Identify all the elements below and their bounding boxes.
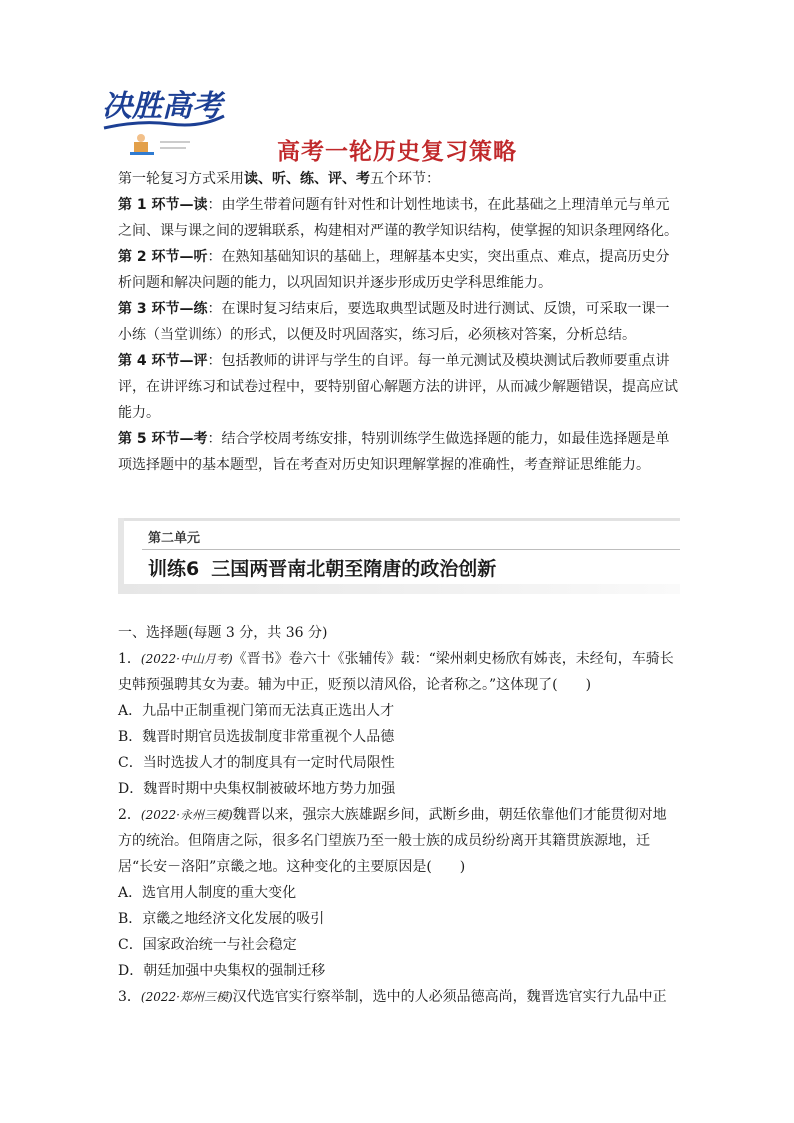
step-text: ：结合学校周考练安排，特别训练学生做选择题的能力，如最佳选择题是单项选择题中的基本题型，旨在考查对历史知识理解掌握的准确性，考查辩证思维能力。: [118, 431, 670, 473]
question-number: 3．: [118, 989, 141, 1005]
question-stem: [118, 802, 680, 880]
unit-header: [118, 518, 680, 594]
question-source: (2022·中山月考): [140, 652, 233, 666]
question-text: 《晋书》卷六十《张辅传》载：“梁州刺史杨欣有姊丧，未经旬，车骑长史韩预强聘其女为妻。辅为中正，贬预以清风俗，论者称之。”这体现了( ): [118, 651, 674, 693]
option-a: A．九品中正制重视门第而无法真正选出人才: [118, 703, 395, 719]
question-text: 魏晋以来，强宗大族雄踞乡间，武断乡曲，朝廷依靠他们才能贯彻对地方的统治。但隋唐之际，很多名门望族乃至一般士族的成员纷纷离开其籍贯族源地，迁居“长安－洛阳”京畿之地。这种变化的主要原因是( ): [118, 807, 667, 875]
step-3: [118, 296, 680, 348]
unit-divider: [142, 549, 680, 550]
logo-text: 决胜高考: [102, 89, 222, 124]
unit-heading: [148, 554, 496, 581]
question-3: [118, 984, 680, 1010]
question-source: (2022·郑州三模): [140, 990, 233, 1004]
question-2: [118, 802, 680, 984]
step-label: 第 3 环节—练: [118, 301, 208, 317]
option-b: B．京畿之地经济文化发展的吸引: [118, 911, 325, 927]
step-label: 第 2 环节—听: [118, 249, 208, 265]
option-a: A．选官用人制度的重大变化: [118, 885, 297, 901]
step-label: 第 5 环节—考: [118, 431, 208, 447]
unit-label: 第二单元: [148, 531, 201, 546]
option-b: B．魏晋时期官员选拔制度非常重视个人品德: [118, 729, 395, 745]
option-c: C．当时选拔人才的制度具有一定时代局限性: [118, 755, 395, 771]
question-stem: [118, 984, 680, 1010]
question-source: (2022·永州三模): [140, 808, 233, 822]
step-text: ：在熟知基础知识的基础上，理解基本史实，突出重点、难点，提高历史分析问题和解决问题的能力，以巩固知识并逐步形成历史学科思维能力。: [118, 249, 670, 291]
step-2: [118, 244, 680, 296]
questions-section: [118, 620, 680, 1010]
question-stem: [118, 646, 680, 698]
step-label: 第 1 环节—读: [118, 197, 208, 213]
option-d: D．朝廷加强中央集权的强制迁移: [118, 963, 326, 979]
question-number: 1．: [118, 651, 141, 667]
question-number: 2．: [118, 807, 141, 823]
step-text: ：由学生带着问题有针对性和计划性地读书，在此基础之上理清单元与单元之间、课与课之间的逻辑联系，构建相对严谨的教学知识结构，使掌握的知识条理网络化。: [118, 197, 678, 239]
unit-heading-text: 三国两晋南北朝至隋唐的政治创新: [211, 558, 497, 580]
intro-lead: [118, 166, 680, 192]
step-4: [118, 348, 680, 426]
unit-header-inner: [124, 518, 680, 584]
intro-lead-keys: 读、听、练、评、考: [244, 171, 370, 187]
question-text: 汉代选官实行察举制，选中的人必须品德高尚，魏晋选官实行九品中正: [232, 989, 667, 1005]
option-c: C．国家政治统一与社会稳定: [118, 937, 297, 953]
section-title: 一、选择题(每题 3 分，共 36 分): [118, 625, 328, 641]
page-title: 高考一轮历史复习策略: [277, 139, 517, 165]
question-1: [118, 646, 680, 802]
option-d: D．魏晋时期中央集权制被破坏地方势力加强: [118, 781, 396, 797]
step-1: [118, 192, 680, 244]
step-5: [118, 426, 680, 478]
unit-number: 训练6: [148, 558, 200, 580]
step-label: 第 4 环节—评: [118, 353, 208, 369]
step-text: ：包括教师的讲评与学生的自评。每一单元测试及模块测试后教师要重点讲评，在讲评练习和试卷过程中，要特别留心解题方法的讲评，从而减少解题错误，提高应试能力。: [118, 353, 678, 421]
step-text: ：在课时复习结束后，要选取典型试题及时进行测试、反馈，可采取一课一小练（当堂训练）的形式，以便及时巩固落实，练习后，必须核对答案，分析总结。: [118, 301, 670, 343]
intro-lead-suffix: 五个环节：: [370, 171, 440, 187]
intro-section: [118, 166, 680, 478]
intro-lead-prefix: 第一轮复习方式采用: [118, 171, 244, 187]
